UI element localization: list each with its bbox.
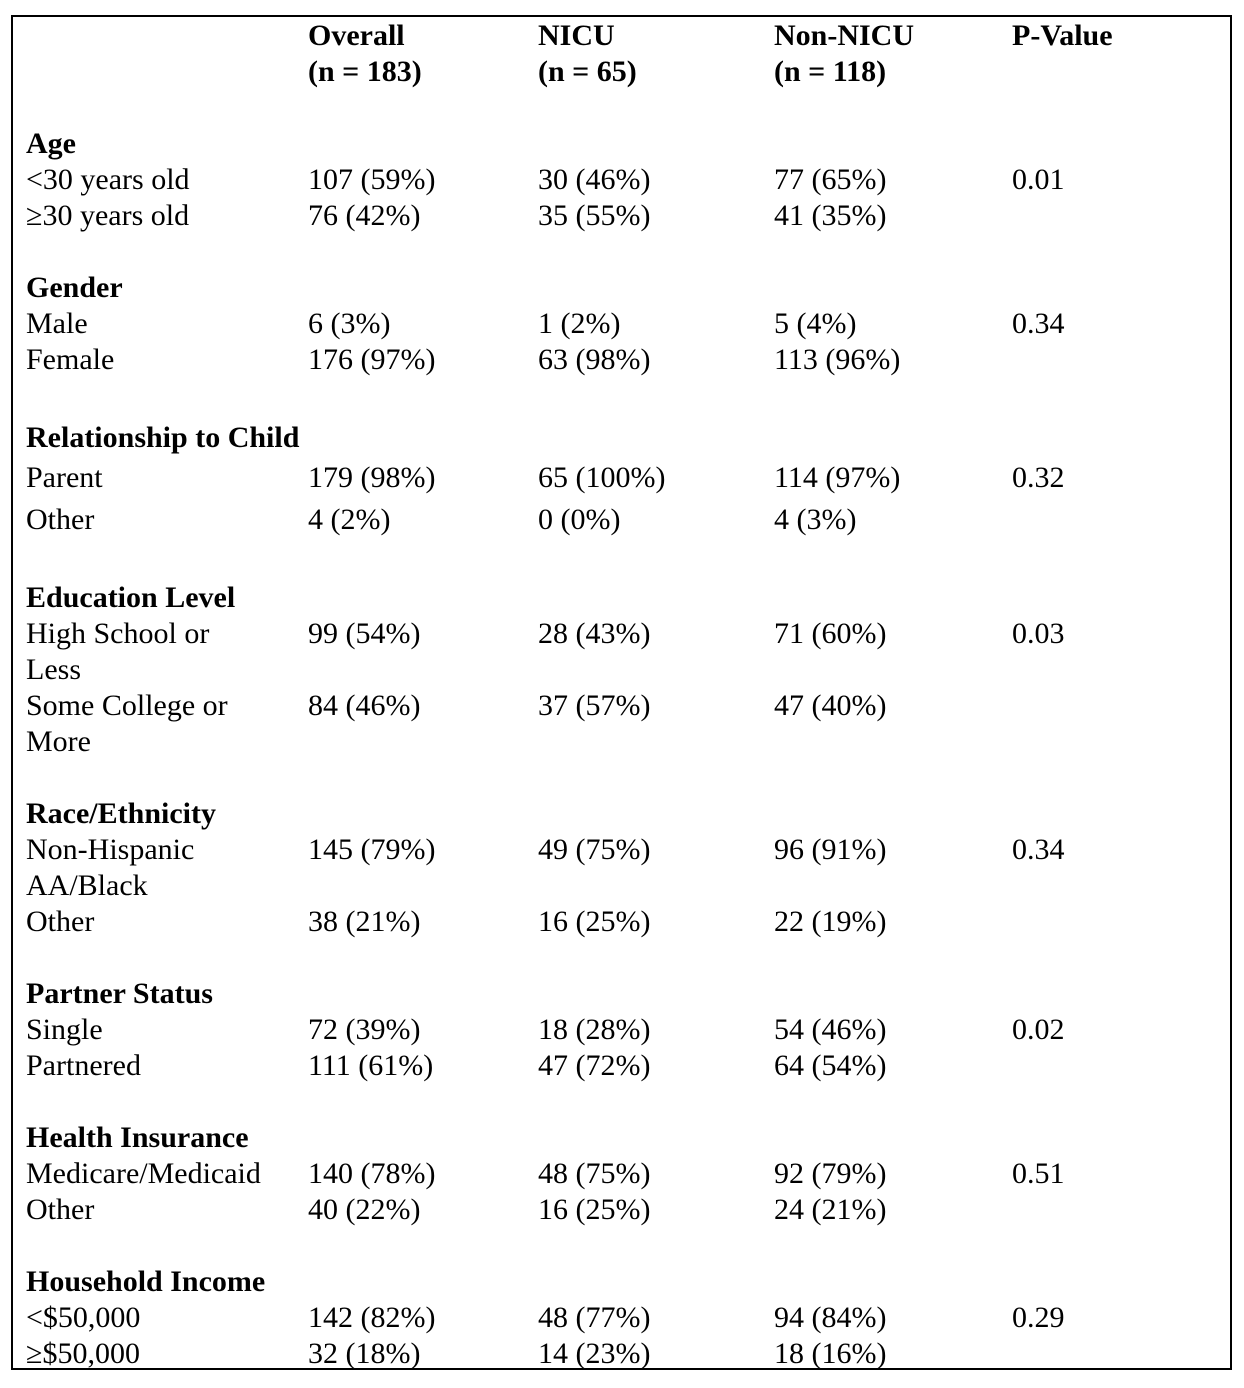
section-title: Race/Ethnicity [26,797,216,830]
header-overall-n: (n = 183) [308,55,422,88]
cell-non-nicu: 41 (35%) [774,199,887,232]
section-title: Health Insurance [26,1121,249,1154]
row-label: Female [26,343,115,376]
row-label: Medicare/Medicaid [26,1157,261,1190]
row-label: Other [26,503,95,536]
cell-nicu: 0 (0%) [538,503,621,536]
cell-pvalue: 0.01 [1012,163,1065,196]
cell-overall: 140 (78%) [308,1157,436,1190]
cell-nicu: 65 (100%) [538,461,666,494]
cell-non-nicu: 71 (60%) [774,617,887,650]
cell-non-nicu: 92 (79%) [774,1157,887,1190]
row-label: Some College or More [26,689,228,758]
header-non-nicu-n: (n = 118) [774,55,887,88]
cell-nicu: 30 (46%) [538,163,651,196]
cell-overall: 38 (21%) [308,905,421,938]
cell-nicu: 47 (72%) [538,1049,651,1082]
section-title: Relationship to Child [26,421,300,454]
row-label: Non-Hispanic AA/Black [26,833,195,902]
cell-nicu: 48 (77%) [538,1301,651,1334]
section-title: Household Income [26,1265,266,1298]
cell-non-nicu: 5 (4%) [774,307,857,340]
section-title: Partner Status [26,977,213,1010]
cell-overall: 142 (82%) [308,1301,436,1334]
cell-overall: 176 (97%) [308,343,436,376]
row-label: Partnered [26,1049,141,1082]
header-nicu: NICU [538,19,615,52]
header-pvalue: P-Value [1012,19,1113,52]
cell-overall: 99 (54%) [308,617,421,650]
cell-nicu: 16 (25%) [538,1193,651,1226]
cell-overall: 76 (42%) [308,199,421,232]
cell-non-nicu: 18 (16%) [774,1337,887,1370]
cell-nicu: 63 (98%) [538,343,651,376]
cell-non-nicu: 77 (65%) [774,163,887,196]
cell-pvalue: 0.51 [1012,1157,1065,1190]
cell-non-nicu: 22 (19%) [774,905,887,938]
row-label: Male [26,307,88,340]
cell-overall: 4 (2%) [308,503,391,536]
cell-nicu: 28 (43%) [538,617,651,650]
cell-nicu: 35 (55%) [538,199,651,232]
row-label: <30 years old [26,163,190,196]
row-label: High School or Less [26,617,210,686]
cell-non-nicu: 54 (46%) [774,1013,887,1046]
header-nicu-n: (n = 65) [538,55,637,88]
cell-pvalue: 0.02 [1012,1013,1065,1046]
cell-pvalue: 0.34 [1012,833,1065,866]
cell-nicu: 49 (75%) [538,833,651,866]
cell-pvalue: 0.03 [1012,617,1065,650]
cell-non-nicu: 4 (3%) [774,503,857,536]
cell-non-nicu: 47 (40%) [774,689,887,722]
cell-non-nicu: 96 (91%) [774,833,887,866]
cell-non-nicu: 94 (84%) [774,1301,887,1334]
cell-non-nicu: 24 (21%) [774,1193,887,1226]
cell-nicu: 16 (25%) [538,905,651,938]
cell-overall: 40 (22%) [308,1193,421,1226]
row-label: Parent [26,461,103,494]
cell-pvalue: 0.32 [1012,461,1065,494]
section-title: Age [26,127,76,160]
cell-nicu: 1 (2%) [538,307,621,340]
cell-pvalue: 0.34 [1012,307,1065,340]
row-label: Other [26,1193,95,1226]
cell-non-nicu: 64 (54%) [774,1049,887,1082]
header-non-nicu: Non-NICU [774,19,915,52]
header-overall: Overall [308,19,405,52]
row-label: Other [26,905,95,938]
cell-nicu: 48 (75%) [538,1157,651,1190]
cell-non-nicu: 113 (96%) [774,343,901,376]
row-label: Single [26,1013,103,1046]
cell-overall: 179 (98%) [308,461,436,494]
section-title: Gender [26,271,123,304]
cell-overall: 6 (3%) [308,307,391,340]
cell-overall: 84 (46%) [308,689,421,722]
row-label: ≥30 years old [26,199,190,232]
cell-non-nicu: 114 (97%) [774,461,901,494]
cell-overall: 72 (39%) [308,1013,421,1046]
row-label: ≥$50,000 [26,1337,140,1370]
cell-overall: 111 (61%) [308,1049,434,1082]
row-label: <$50,000 [26,1301,141,1334]
cell-nicu: 18 (28%) [538,1013,651,1046]
cell-overall: 107 (59%) [308,163,436,196]
section-title: Education Level [26,581,236,614]
cell-pvalue: 0.29 [1012,1301,1065,1334]
cell-nicu: 14 (23%) [538,1337,651,1370]
cell-overall: 145 (79%) [308,833,436,866]
cell-nicu: 37 (57%) [538,689,651,722]
cell-overall: 32 (18%) [308,1337,421,1370]
